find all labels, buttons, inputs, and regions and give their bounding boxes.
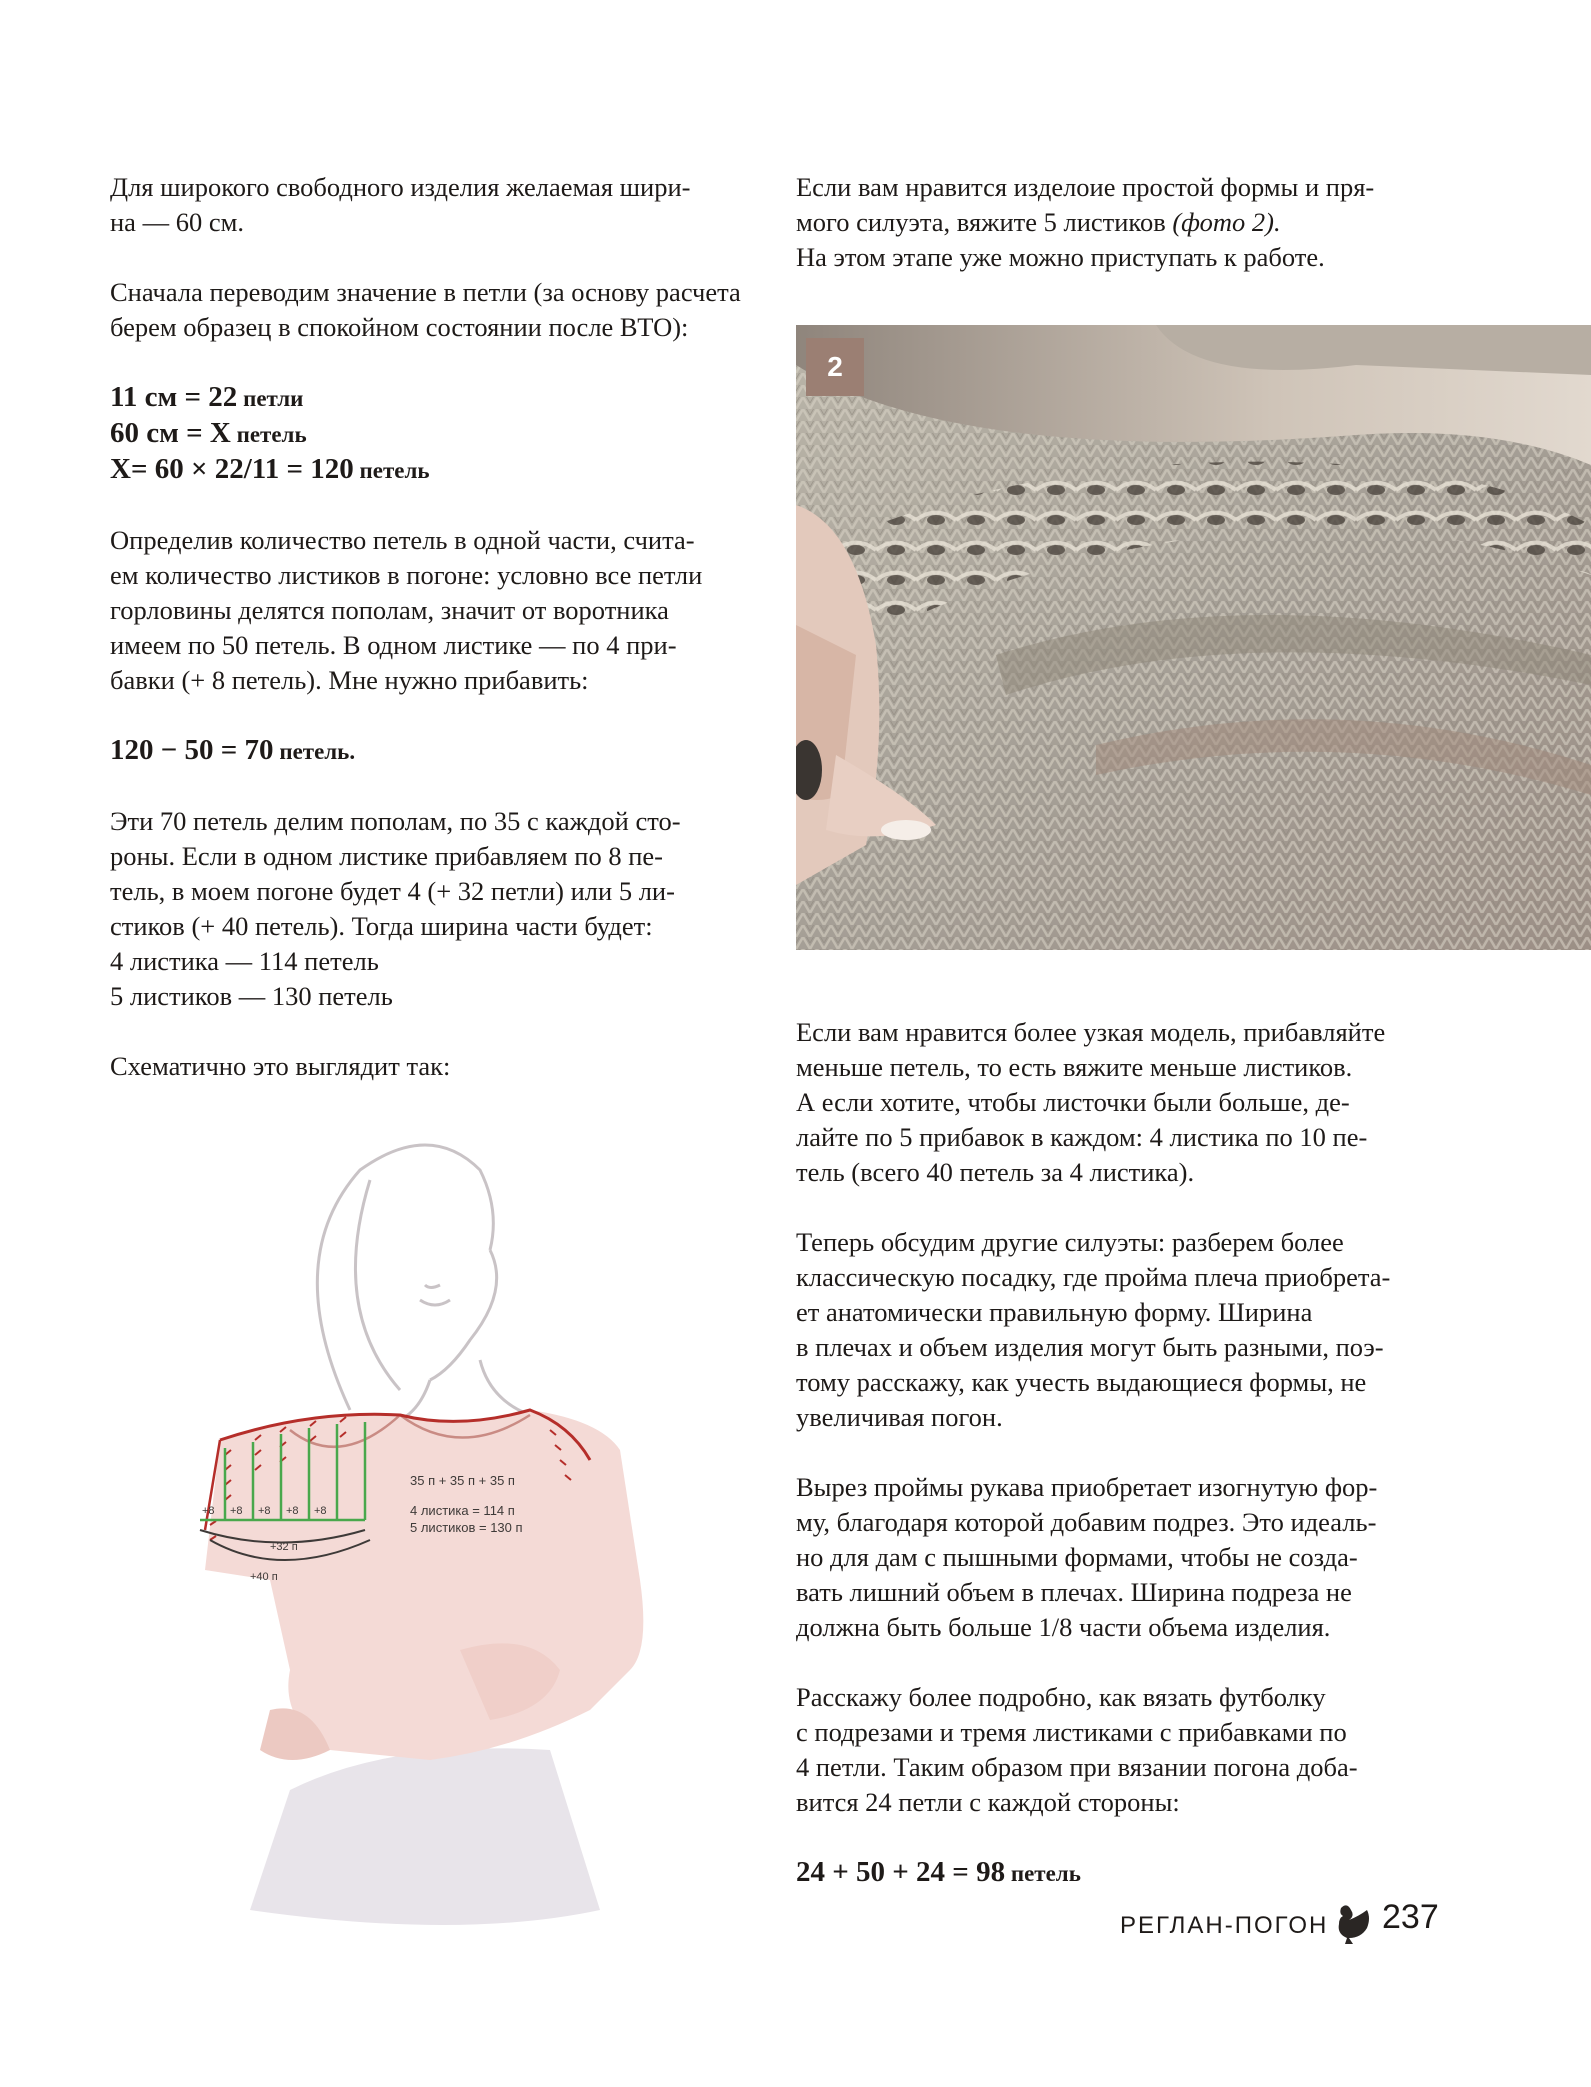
increment-label: +8 — [286, 1505, 299, 1517]
page-number: 237 — [1382, 1898, 1439, 1936]
increment-label: +8 — [258, 1505, 271, 1517]
span-40-label: +40 п — [250, 1571, 278, 1583]
diagram-option-5: 5 листиков = 130 п — [410, 1520, 523, 1535]
increment-label: +8 — [314, 1505, 327, 1517]
sweater-shape — [205, 1410, 643, 1760]
left-column — [110, 170, 760, 1084]
increment-label: +8 — [202, 1505, 215, 1517]
paragraph-width: Для широкого свободного изделия желаемая шири- на — 60 см. — [110, 172, 691, 237]
formula-total: 24 + 50 + 24 = 98 петель — [796, 1856, 1081, 1888]
right-bottom-text — [796, 1015, 1456, 1891]
formula-block: 11 см = 22 петли 60 см = X петель X= 60 × 22/11 = 120 петель — [110, 381, 430, 485]
diagram-formula: 35 п + 35 п + 35 п — [410, 1473, 515, 1488]
increment-label: +8 — [230, 1505, 243, 1517]
paragraph-armhole: Вырез проймы рукава приобретает изогнутую фор- му, благодаря которой добавим подрез. Это идеаль- но для дам с пышными формами, чтобы не созда- вать лишний объем в плечах. Ширина подреза не должна быть больше 1/8 части объема изделия. — [796, 1472, 1378, 1642]
knitting-photo — [796, 325, 1591, 950]
skirt-shape — [250, 1748, 600, 1925]
formula-subtract: 120 − 50 = 70 петель. — [110, 734, 356, 766]
paragraph-split: Эти 70 петель делим пополам, по 35 с каждой сто- роны. Если в одном листике прибавляем по 8 пе- тель, в моем погоне будет 4 (+ 32 петли) или 5 ли- стиков (+ 40 петель). Тогда ширина части будет: 4 листика — 114 петель 5 листиков — 130 петель — [110, 806, 681, 1011]
paragraph-narrow: Если вам нравится более узкая модель, прибавляйте меньше петель, то есть вяжите меньше листиков. А если хотите, чтобы листочки были больше, де- лайте по 5 прибавок в каждом: 4 листика по 10 пе- тель (всего 40 петель за 4 листика). — [796, 1017, 1386, 1187]
section-title: РЕГЛАН-ПОГОН — [1120, 1912, 1329, 1939]
paragraph-tshirt: Расскажу более подробно, как вязать футболку с подрезами и тремя листиками с прибавками по 4 петли. Таким образом при вязании погона доба- вится 24 петли с каждой стороны: — [796, 1682, 1358, 1817]
figure-outline — [317, 1145, 530, 1420]
paragraph-schematic: Схематично это выглядит так: — [110, 1051, 451, 1081]
paragraph-convert: Сначала переводим значение в петли (за основу расчета берем образец в спокойном состоянии после ВТО): — [110, 277, 741, 342]
photo-number-badge: 2 — [806, 338, 864, 396]
raglan-diagram — [130, 1110, 730, 1930]
hen-icon — [1333, 1902, 1373, 1951]
diagram-option-4: 4 листика = 114 п — [410, 1503, 515, 1518]
photo-reference: (фото 2). — [1172, 207, 1281, 237]
paragraph-leaves: Определив количество петель в одной части, счита- ем количество листиков в погоне: условно все петли горловины делятся пополам, значит от воротника имеем по 50 петель. В одном листике — по 4 при- бавки (+ 8 петель). Мне нужно прибавить: — [110, 525, 703, 695]
span-32-label: +32 п — [270, 1541, 298, 1553]
paragraph-silhouettes: Теперь обсудим другие силуэты: разберем более классическую посадку, где пройма плеча приобрета- ет анатомически правильную форму. Ширина в плечах и объем изделия могут быть разными, поэ- тому расскажу, как учесть выдающиеся формы, не увеличивая погон. — [796, 1227, 1391, 1432]
right-top-text: Если вам нравится изделоие простой формы и пря- мого силуэта, вяжите 5 листиков (фото 2). На этом этапе уже можно приступать к работе. — [796, 172, 1375, 272]
